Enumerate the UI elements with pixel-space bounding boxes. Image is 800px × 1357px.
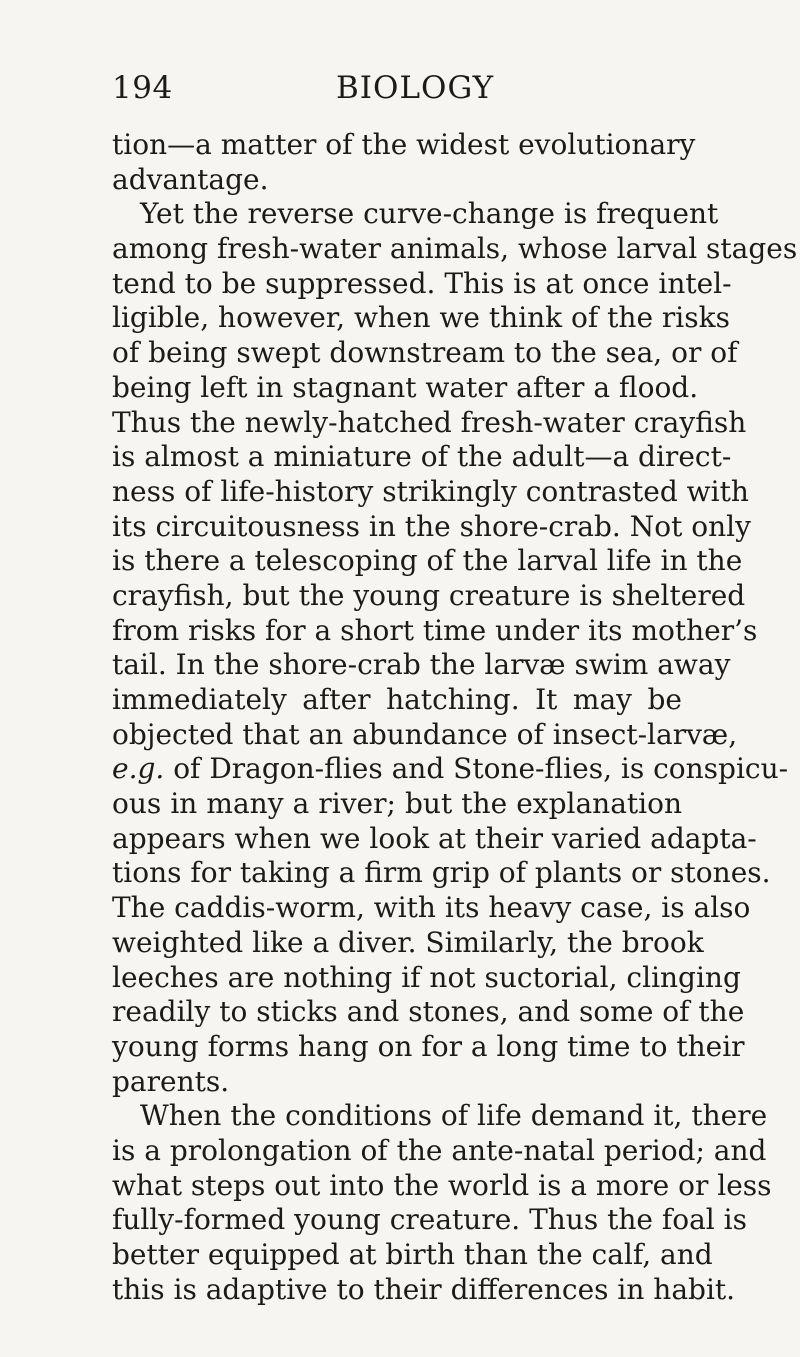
text-line: is there a telescoping of the larval life in the	[112, 544, 743, 578]
text-line: from risks for a short time under its mother’s	[112, 613, 758, 647]
text-line: Yet the reverse curve-change is frequent	[140, 197, 719, 231]
text-line: leeches are nothing if not suctorial, clinging	[112, 960, 741, 994]
text-line: among fresh-water animals, whose larval stages	[112, 232, 798, 266]
text-line: young forms hang on for a long time to their	[112, 1029, 745, 1063]
text-line: tail. In the shore-crab the larvæ swim away	[112, 648, 731, 682]
text-line: Thus the newly-hatched fresh-water crayfish	[112, 405, 747, 439]
text-line: fully-formed young creature. Thus the foal is	[112, 1203, 747, 1237]
text-line: objected that an abundance of insect-larvæ,	[112, 717, 738, 751]
text-line: tion—a matter of the widest evolutionary	[112, 128, 696, 161]
text-line: weighted like a diver. Similarly, the brook	[112, 925, 704, 959]
text-line: When the conditions of life demand it, there	[140, 1099, 768, 1133]
eg-abbreviation: e.g.	[112, 752, 165, 786]
text-line: what steps out into the world is a more or less	[112, 1168, 772, 1202]
text-line: ness of life-history strikingly contrasted with	[112, 474, 749, 508]
text-line: tions for taking a firm grip of plants or stones.	[112, 856, 771, 890]
text-line: crayfish, but the young creature is sheltered	[112, 578, 746, 612]
text-line: ligible, however, when we think of the risks	[112, 301, 730, 335]
text-line: is almost a miniature of the adult—a direct-	[112, 440, 732, 474]
text-line-rest: of Dragon-flies and Stone-flies, is conspicu-	[173, 752, 789, 786]
text-line: appears when we look at their varied adapta-	[112, 821, 757, 855]
text-line: The caddis-worm, with its heavy case, is also	[112, 891, 751, 925]
body-text	[112, 128, 798, 1307]
text-line: tend to be suppressed. This is at once intel-	[112, 266, 732, 300]
text-line: ous in many a river; but the explanation	[112, 787, 682, 821]
text-line: immediately after hatching. It may be	[112, 683, 682, 716]
text-line: readily to sticks and stones, and some of the	[112, 995, 745, 1029]
text-line: of being swept downstream to the sea, or of	[112, 336, 738, 370]
text-line: better equipped at birth than the calf, and	[112, 1238, 713, 1271]
text-line: advantage.	[112, 162, 269, 196]
page-header	[112, 70, 512, 110]
text-line: this is adaptive to their differences in habit.	[112, 1272, 736, 1306]
page-number: 194	[112, 70, 173, 106]
text-line: being left in stagnant water after a flood.	[112, 370, 699, 404]
text-line: parents.	[112, 1064, 230, 1098]
text-line: its circuitousness in the shore-crab. Not only	[112, 509, 751, 543]
text-line-eg	[112, 752, 789, 787]
running-title: BIOLOGY	[336, 70, 495, 106]
text-line: is a prolongation of the ante-natal period; and	[112, 1133, 767, 1167]
